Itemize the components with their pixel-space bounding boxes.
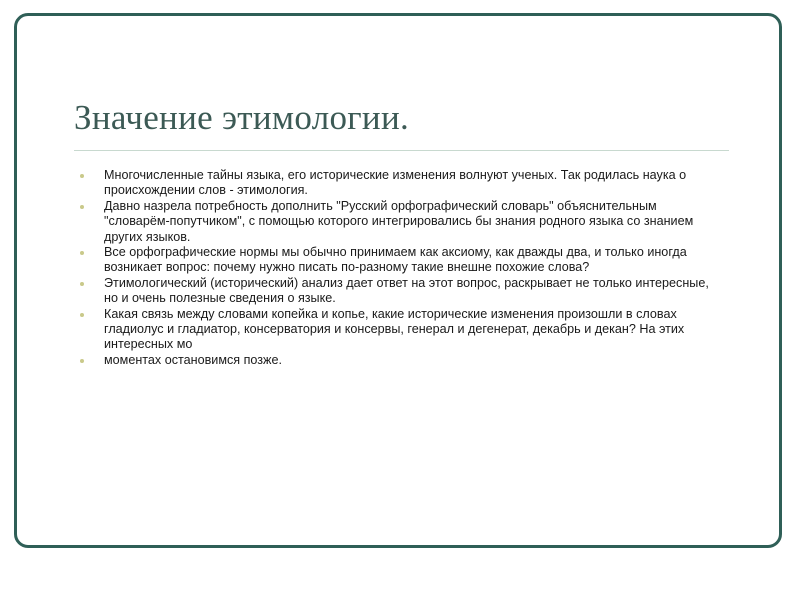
bullet-text: Какая связь между словами копейка и копье, какие исторические изменения произошли в словах гладиолус и гладиатор, консерватория и консервы, генерал и дегенерат, декабрь и декан? На этих интересных мо [104, 306, 685, 352]
bullet-dot-icon [80, 251, 84, 255]
bullet-dot-icon [80, 313, 84, 317]
slide-title: Значение этимологии. [74, 98, 410, 137]
bullet-text: Все орфографические нормы мы обычно принимаем как аксиому, как дважды два, и только иногда возникает вопрос: почему нужно писать по-разному такие внешне похожие слова? [104, 245, 687, 275]
bullet-dot-icon [80, 359, 84, 363]
bullet-dot-icon [80, 205, 84, 209]
bullet-list [80, 168, 720, 368]
bullet-item-3 [80, 245, 720, 276]
bullet-item-2 [80, 199, 720, 245]
bullet-dot-icon [80, 174, 84, 178]
bullet-text: моментах остановимся позже. [104, 352, 282, 367]
bullet-item-6 [80, 353, 720, 368]
title-divider [74, 150, 729, 151]
bullet-text: Многочисленные тайны языка, его исторические изменения волнуют ученых. Так родилась наука о происхождении слов - этимология. [104, 168, 687, 198]
bullet-text: Этимологический (исторический) анализ дает ответ на этот вопрос, раскрывает не только интересные, но и очень полезные сведения о языке. [104, 275, 709, 306]
bullet-item-5 [80, 307, 720, 353]
bullet-text: Давно назрела потребность дополнить "Русский орфографический словарь" объяснительным "словарём-попутчиком", с помощью которого интегрировались бы знания родного языка со знанием других языков. [104, 198, 694, 244]
bullet-dot-icon [80, 282, 84, 286]
bullet-item-4 [80, 276, 720, 307]
bullet-item-1 [80, 168, 720, 199]
